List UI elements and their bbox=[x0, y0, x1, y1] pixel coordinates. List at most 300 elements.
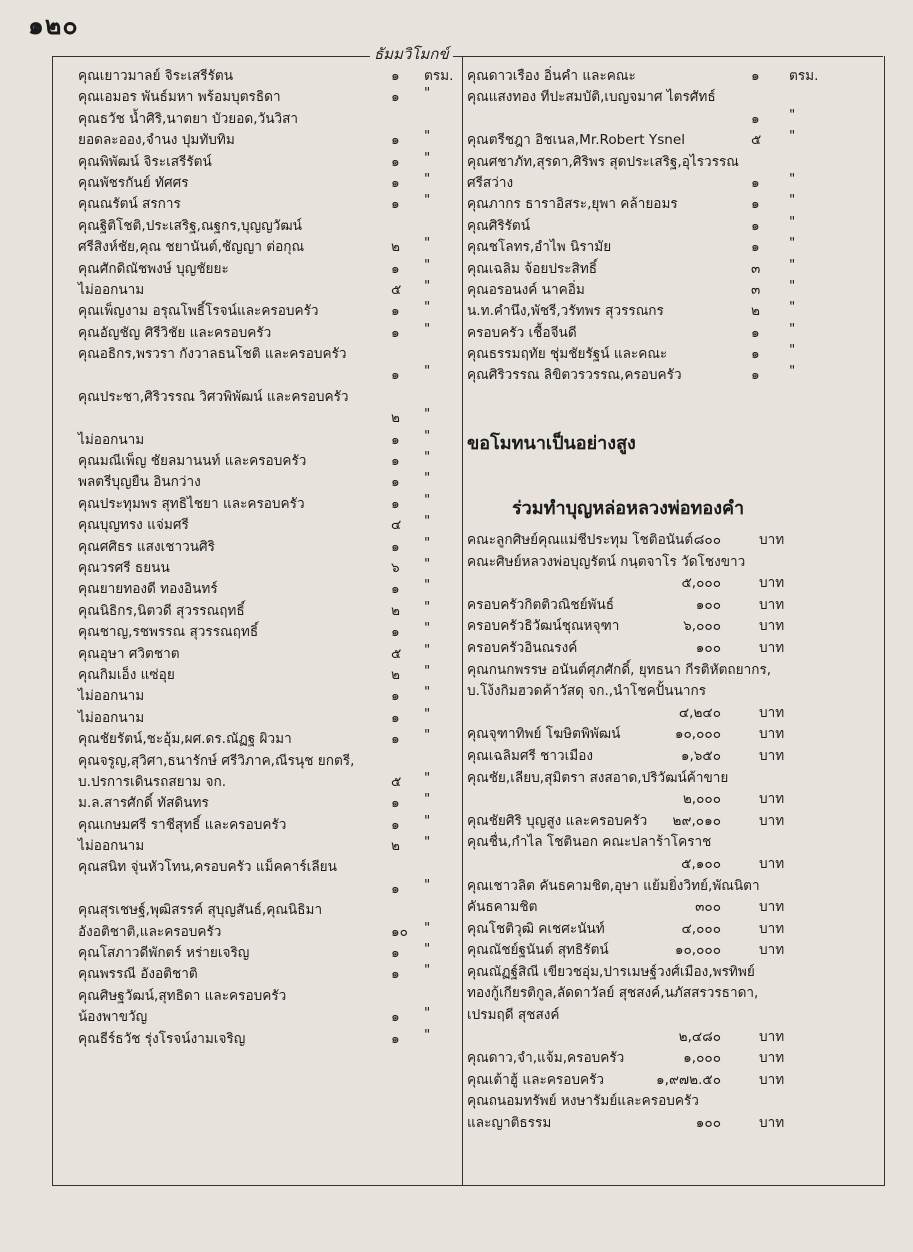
donor-entry bbox=[78, 877, 442, 898]
unit-mark: " bbox=[424, 662, 431, 679]
donor-entry bbox=[78, 214, 442, 235]
donation-entry bbox=[467, 1046, 821, 1068]
donor-name: คุณสนิท จุ่นหัวโทน,ครอบครัว แม็คคาร์เลียน bbox=[78, 859, 337, 876]
donor-name: ครอบครัว เชื้อจีนดี bbox=[467, 324, 577, 341]
donation-amount: ๘๐๐ bbox=[693, 532, 721, 548]
donor-amount: ๓ bbox=[751, 281, 761, 298]
donor-name: น้องพาขวัญ bbox=[78, 1009, 148, 1026]
donor-name: คุณอรอนงค์ นาคอิ่ม bbox=[467, 281, 585, 298]
donor-entry bbox=[467, 107, 821, 128]
unit-mark: " bbox=[424, 363, 431, 380]
donation-amount: ๕,๑๐๐ bbox=[681, 855, 721, 872]
donor-entry bbox=[467, 85, 821, 106]
donor-amount: ๕ bbox=[751, 132, 762, 149]
donor-name: คุณจรูญ,สุวิศา,ธนารักษ์ ศรีวิภาค,ณีรนุช ยกตรี, bbox=[78, 752, 355, 769]
donation-name: ครอบครัวกิตติวณิชย์พันธ์ bbox=[467, 596, 615, 613]
currency-unit: บาท bbox=[759, 920, 785, 937]
donor-amount: ๑ bbox=[751, 239, 760, 256]
donor-entry bbox=[78, 385, 442, 406]
donation-amount: ๔,๒๔๐ bbox=[678, 704, 721, 721]
donor-entry bbox=[467, 150, 821, 171]
donor-amount: ๒ bbox=[751, 303, 760, 320]
donor-entry bbox=[78, 107, 442, 128]
donor-name: ม.ล.สารศักดิ์ ทัสดินทร bbox=[78, 795, 209, 812]
donor-amount: ๑ bbox=[391, 538, 400, 555]
donor-amount: ๑ bbox=[391, 795, 400, 812]
donation-entry bbox=[467, 701, 821, 723]
donation-entry bbox=[467, 766, 821, 788]
unit-mark: " bbox=[424, 299, 431, 316]
unit-mark: " bbox=[424, 941, 431, 958]
donor-entry bbox=[78, 642, 442, 663]
unit-mark: " bbox=[424, 170, 431, 187]
donor-name: คุณเอมอร พันธ์มหา พร้อมบุตรธิดา bbox=[78, 89, 281, 106]
donation-entry bbox=[467, 960, 821, 982]
donation-name: คณะลูกศิษย์คุณแม่ชีประทุม โชติอนันต์ bbox=[467, 532, 694, 548]
donation-name: คุณกนกพรรษ อนันต์ศุภศักดิ์, ยุทธนา กีรติหัตถยากร, bbox=[467, 661, 772, 678]
unit-mark: " bbox=[424, 534, 431, 551]
donor-name: คุณบุญทรง แจ่มศรี bbox=[78, 517, 189, 534]
donor-name: คุณอัญชัญ ศิรีวิชัย และครอบครัว bbox=[78, 324, 272, 341]
donor-entry bbox=[78, 470, 442, 491]
unit-mark: " bbox=[424, 491, 431, 508]
unit-mark: " bbox=[424, 876, 431, 893]
donor-entry bbox=[78, 1027, 442, 1048]
donor-name: คุณชัยรัตน์,ชะอุ้ม,ผศ.ดร.ณัฏฐ ผิวมา bbox=[78, 731, 292, 748]
donation-amount: ๑๐๐ bbox=[695, 1115, 721, 1132]
donor-entry bbox=[78, 599, 442, 620]
donor-entry bbox=[78, 342, 442, 363]
donor-name: คุณเกษมศรี ราชีสุทธิ์ และครอบครัว bbox=[78, 816, 287, 833]
donor-amount: ๑ bbox=[751, 217, 760, 234]
donor-name: คุณกิมเอ็ง แซ่อุย bbox=[78, 666, 175, 683]
donor-name: คุณพิพัฒน์ จิระเสรีรัตน์ bbox=[78, 153, 212, 170]
donor-entry bbox=[467, 299, 821, 320]
donation-name: คุณณัชย์ฐนันต์ สุทธิรัตน์ bbox=[467, 942, 609, 959]
donation-amount: ๑,๐๐๐ bbox=[683, 1050, 721, 1067]
donation-name: คุณถนอมทรัพย์ หงษารัมย์และครอบครัว bbox=[467, 1093, 699, 1110]
donor-entry bbox=[78, 984, 442, 1005]
currency-unit: บาท bbox=[759, 1071, 785, 1088]
donation-name: เปรมฤดี สุชสงค์ bbox=[467, 1007, 560, 1024]
donor-amount: ๑ bbox=[391, 624, 400, 641]
donation-name: คุณณัฏฐ์สิณี เขียวชอุ่ม,ปารเมษฐ์วงศ์เมือง,พรทิพย์ bbox=[467, 963, 755, 980]
donor-name: คุณดาวเรือง อิ่นคำ และคณะ bbox=[467, 68, 636, 84]
donor-amount: ๑ bbox=[391, 453, 400, 470]
donor-entry bbox=[78, 920, 442, 941]
unit-mark: " bbox=[424, 577, 431, 594]
donor-amount: ๒ bbox=[391, 239, 400, 256]
donor-entry bbox=[78, 513, 442, 534]
donor-entry bbox=[78, 363, 442, 384]
unit-mark: " bbox=[789, 299, 796, 316]
donor-name: คุณนิธิกร,นิตวดี สุวรรณฤทธิ์ bbox=[78, 602, 245, 619]
donor-name: คุณเยาวมาลย์ จิระเสรีรัตน bbox=[78, 68, 234, 84]
donor-name: คุณศิริรัตน์ bbox=[467, 217, 531, 234]
donation-entry bbox=[467, 722, 821, 744]
donor-entry bbox=[78, 257, 442, 278]
donor-entry bbox=[78, 535, 442, 556]
currency-unit: บาท bbox=[759, 704, 785, 721]
unit-mark: " bbox=[424, 235, 431, 252]
donor-entry bbox=[467, 235, 821, 256]
unit-mark: " bbox=[424, 919, 431, 936]
donation-name: คุณเชาวลิต คันธคามชิต,อุษา แย้มยิ่งวิทย์,พัณนิตา bbox=[467, 877, 760, 894]
unit-mark: " bbox=[424, 85, 431, 102]
donor-amount: ๑ bbox=[391, 68, 400, 84]
donation-entry bbox=[467, 809, 821, 831]
donor-entry bbox=[78, 684, 442, 705]
unit-mark: " bbox=[424, 1005, 431, 1022]
unit-mark: " bbox=[789, 213, 796, 230]
donation-entry bbox=[467, 636, 821, 658]
donor-entry bbox=[467, 363, 821, 384]
donor-amount: ๑ bbox=[391, 324, 400, 341]
donation-amount: ๑๐,๐๐๐ bbox=[674, 726, 721, 743]
donor-entry bbox=[467, 342, 821, 363]
donation-entry bbox=[467, 658, 821, 680]
currency-unit: บาท bbox=[759, 747, 785, 764]
unit-mark: " bbox=[789, 256, 796, 273]
donor-name: คุณประชา,ศิริวรรณ วิศวพิพัฒน์ และครอบครัว bbox=[78, 388, 349, 405]
donation-name: คุณเต้าฮู้ และครอบครัว bbox=[467, 1071, 605, 1088]
donor-entry bbox=[78, 749, 442, 770]
donation-amount: ๒๙,๐๑๐ bbox=[672, 812, 721, 829]
donor-name: อังอติชาติ,และครอบครัว bbox=[78, 923, 222, 940]
donor-name: คุณธรรมฤทัย ชุ่มชัยรัฐน์ และคณะ bbox=[467, 346, 668, 363]
unit-mark: " bbox=[424, 791, 431, 808]
unit-mark: " bbox=[424, 769, 431, 786]
donor-amount: ๑ bbox=[391, 153, 400, 170]
unit-mark: " bbox=[789, 277, 796, 294]
currency-unit: บาท bbox=[759, 812, 785, 829]
donor-name: คุณศชาภัท,สุรดา,ศิริพร สุดประเสริฐ,อุไรวรรณ bbox=[467, 153, 739, 170]
unit-mark: ตรม. bbox=[424, 68, 454, 84]
unit-mark: " bbox=[789, 128, 796, 145]
unit-mark: " bbox=[424, 128, 431, 145]
donation-name: คุณจุฑาทิพย์ โฆษิตพิพัฒน์ bbox=[467, 726, 621, 743]
donor-amount: ๑ bbox=[751, 367, 760, 384]
donor-amount: ๑ bbox=[391, 816, 400, 833]
currency-unit: บาท bbox=[759, 1050, 785, 1067]
donation-entry bbox=[467, 571, 821, 593]
donor-entry bbox=[78, 150, 442, 171]
donor-amount: ๑ bbox=[391, 1009, 400, 1026]
donor-amount: ๒ bbox=[391, 838, 400, 855]
donor-amount: ๑ bbox=[391, 1030, 400, 1047]
donation-name: คุณชัยศิริ บุญสูง และครอบครัว bbox=[467, 812, 648, 829]
donation-entry bbox=[467, 895, 821, 917]
donor-name: คุณธวัช น้ำศิริ,นาตยา บัวยอด,วันวิสา bbox=[78, 110, 299, 127]
donor-amount: ๑๐ bbox=[391, 923, 408, 940]
donor-amount: ๔ bbox=[391, 517, 402, 534]
unit-mark: " bbox=[424, 555, 431, 572]
currency-unit: บาท bbox=[759, 575, 785, 592]
donor-name: คุณศิริวรรณ ลิขิตวรวรรณ,ครอบครัว bbox=[467, 367, 682, 384]
donor-name: คุณพรรณี อังอติชาติ bbox=[78, 966, 198, 983]
donor-name: คุณธีร์ธวัช รุ่งโรจน์งามเจริญ bbox=[78, 1030, 246, 1047]
donation-entry bbox=[467, 550, 821, 572]
donor-name: คุณอธิกร,พรวรา กังวาลธนโชติ และครอบครัว bbox=[78, 346, 347, 363]
unit-mark: " bbox=[424, 834, 431, 851]
unit-mark: " bbox=[789, 320, 796, 337]
donor-entry bbox=[78, 791, 442, 812]
donor-entry bbox=[78, 299, 442, 320]
donation-entry bbox=[467, 593, 821, 615]
unit-mark: " bbox=[424, 513, 431, 530]
donor-entry bbox=[78, 727, 442, 748]
donation-entry bbox=[467, 830, 821, 852]
donor-name: คุณมณีเพ็ญ ชัยลมานนท์ และครอบครัว bbox=[78, 453, 307, 470]
unit-mark: " bbox=[424, 705, 431, 722]
donor-amount: ๑ bbox=[391, 495, 400, 512]
donor-name: ศรีสิงห์ชัย,คุณ ชยานันต์,ชัญญา ต่อกุณ bbox=[78, 239, 305, 256]
donor-entry bbox=[467, 171, 821, 192]
donation-amount: ๒,๔๘๐ bbox=[678, 1028, 721, 1045]
unit-mark: " bbox=[789, 235, 796, 252]
donor-name: คุณเพ็ญงาม อรุณโพธิ์โรจน์และครอบครัว bbox=[78, 303, 319, 320]
donation-name: คุณเฉลิมศรี ชาวเมือง bbox=[467, 747, 594, 764]
donor-amount: ๑ bbox=[391, 688, 400, 705]
donor-name: คุณประทุมพร สุทธิไชยา และครอบครัว bbox=[78, 495, 305, 512]
donor-entry bbox=[78, 813, 442, 834]
unit-mark: " bbox=[424, 598, 431, 615]
donor-entry bbox=[467, 257, 821, 278]
donor-amount: ๑ bbox=[751, 196, 760, 213]
donor-name: คุณวรศรี ธยนน bbox=[78, 559, 170, 576]
donor-entry bbox=[78, 278, 442, 299]
unit-mark: " bbox=[424, 641, 431, 658]
donor-name: คุณชโลทร,อำไพ นิรามัย bbox=[467, 239, 612, 256]
donor-name: พลตรีบุญยืน อินกว่าง bbox=[78, 474, 201, 491]
donation-entry bbox=[467, 528, 821, 550]
donation-list bbox=[467, 528, 821, 1133]
donation-name: บ.โง้งกิมฮวดค้าวัสดุ จก.,นำโชคปั้นนากร bbox=[467, 683, 707, 700]
donation-entry bbox=[467, 1025, 821, 1047]
donor-amount: ๕ bbox=[391, 773, 402, 790]
donor-entry bbox=[78, 577, 442, 598]
right-donor-column bbox=[467, 64, 821, 385]
donor-name: คุณสุรเชษฐ์,พุฒิสรรค์ สุบุญสันธ์,คุณนิธิมา bbox=[78, 902, 323, 919]
donation-entry bbox=[467, 787, 821, 809]
unit-mark: " bbox=[424, 256, 431, 273]
donation-amount: ๑,๙๗๒.๕๐ bbox=[656, 1071, 721, 1088]
unit-mark: " bbox=[424, 149, 431, 166]
currency-unit: บาท bbox=[759, 1115, 785, 1132]
donor-entry bbox=[467, 128, 821, 149]
currency-unit: บาท bbox=[759, 899, 785, 916]
donor-entry bbox=[78, 663, 442, 684]
unit-mark: " bbox=[424, 449, 431, 466]
donor-entry bbox=[78, 855, 442, 876]
donation-amount: ๔,๐๐๐ bbox=[681, 920, 721, 937]
donor-entry bbox=[78, 235, 442, 256]
donor-entry bbox=[467, 64, 821, 85]
donor-name: ไม่ออกนาม bbox=[78, 688, 145, 705]
donor-entry bbox=[78, 898, 442, 919]
donor-entry bbox=[78, 620, 442, 641]
donation-name: ครอบครัวอินณรงค์ bbox=[467, 639, 578, 656]
donor-name: น.ท.คำนึง,พัชรี,วรัทพร สุวรรณกร bbox=[467, 303, 664, 320]
donor-entry bbox=[78, 770, 442, 791]
donor-name: คุณณรัตน์ สรการ bbox=[78, 196, 181, 213]
donor-entry bbox=[467, 278, 821, 299]
donor-entry bbox=[78, 449, 442, 470]
donor-entry bbox=[78, 128, 442, 149]
donor-amount: ๑ bbox=[391, 431, 400, 448]
donation-name: คุณดาว,จำ,แจ้ม,ครอบครัว bbox=[467, 1050, 625, 1067]
donor-entry bbox=[78, 556, 442, 577]
donation-amount: ๑๐๐ bbox=[695, 596, 721, 613]
donor-amount: ๑ bbox=[391, 303, 400, 320]
donor-amount: ๑ bbox=[391, 945, 400, 962]
donation-entry bbox=[467, 852, 821, 874]
donor-amount: ๕ bbox=[391, 281, 402, 298]
donor-name: ไม่ออกนาม bbox=[78, 838, 145, 855]
donation-name: ครอบครัวธิวัฒน์ชุณหจุฑา bbox=[467, 618, 620, 635]
donation-name: ทองกู้เกียรติกูล,ลัดดาวัลย์ สุชสงค์,นภัสสรวรธาดา, bbox=[467, 985, 759, 1002]
donation-name: คุณชื่น,กำไล โชตินอก คณะปลาร้าโคราช bbox=[467, 834, 712, 851]
donor-entry bbox=[78, 834, 442, 855]
donor-amount: ๑ bbox=[391, 367, 400, 384]
currency-unit: บาท bbox=[759, 726, 785, 743]
running-header: ธัมมวิโมกข์ bbox=[370, 42, 453, 66]
donation-entry bbox=[467, 917, 821, 939]
donor-amount: ๖ bbox=[391, 559, 400, 576]
donor-amount: ๑ bbox=[391, 174, 400, 191]
unit-mark: " bbox=[424, 470, 431, 487]
unit-mark: " bbox=[789, 342, 796, 359]
donor-amount: ๑ bbox=[391, 196, 400, 213]
unit-mark: ตรม. bbox=[789, 68, 819, 84]
donation-name: คณะศิษย์หลวงพ่อบุญรัตน์ กนฺตจาโร วัดโชงขาว bbox=[467, 553, 746, 570]
donor-name: ยอดละออง,จำนง ปุมทับทิม bbox=[78, 132, 235, 149]
section-title: ร่วมทำบุญหล่อหลวงพ่อทองคำ bbox=[512, 498, 745, 519]
donation-entry bbox=[467, 1068, 821, 1090]
donation-entry bbox=[467, 614, 821, 636]
donation-amount: ๑,๖๕๐ bbox=[680, 747, 721, 764]
currency-unit: บาท bbox=[759, 618, 785, 635]
donor-amount: ๑ bbox=[391, 880, 400, 897]
donation-entry bbox=[467, 874, 821, 896]
currency-unit: บาท bbox=[759, 791, 785, 808]
donor-amount: ๑ bbox=[391, 132, 400, 149]
donation-entry bbox=[467, 1111, 821, 1133]
column-divider bbox=[462, 56, 463, 1186]
donation-amount: ๖,๐๐๐ bbox=[683, 618, 721, 635]
donation-name: คันธคามชิต bbox=[467, 899, 538, 916]
currency-unit: บาท bbox=[759, 596, 785, 613]
unit-mark: " bbox=[424, 727, 431, 744]
donor-amount: ๑ bbox=[751, 346, 760, 363]
donation-name: คุณโชติวุฒิ คเชศะนันท์ bbox=[467, 920, 605, 937]
donor-amount: ๒ bbox=[391, 666, 400, 683]
unit-mark: " bbox=[789, 106, 796, 123]
donor-name: บ.ปรการเดินรถสยาม จก. bbox=[78, 773, 227, 790]
donation-entry bbox=[467, 1089, 821, 1111]
currency-unit: บาท bbox=[759, 1028, 785, 1045]
donation-entry bbox=[467, 679, 821, 701]
currency-unit: บาท bbox=[759, 639, 785, 656]
currency-unit: บาท bbox=[759, 942, 785, 959]
unit-mark: " bbox=[424, 277, 431, 294]
donor-amount: ๑ bbox=[391, 731, 400, 748]
donor-name: คุณแสงทอง ทีปะสมบัติ,เบญจมาศ ไตรศัทธ์ bbox=[467, 89, 716, 106]
unit-mark: " bbox=[789, 363, 796, 380]
donor-name: คุณอุษา ศวิตชาต bbox=[78, 645, 180, 662]
donor-entry bbox=[78, 64, 454, 85]
donor-amount: ๑ bbox=[391, 581, 400, 598]
donor-entry bbox=[467, 321, 821, 342]
donor-name: คุณภากร ธาราอิสระ,ยุพา คล้ายอมร bbox=[467, 196, 678, 213]
donor-entry bbox=[78, 85, 442, 106]
unit-mark: " bbox=[424, 406, 431, 423]
donor-name: คุณศศิธร แสงเชาวนศิริ bbox=[78, 538, 215, 555]
unit-mark: " bbox=[789, 192, 796, 209]
unit-mark: " bbox=[424, 320, 431, 337]
donor-amount: ๒ bbox=[391, 602, 400, 619]
donor-amount: ๓ bbox=[751, 260, 761, 277]
donation-name: และญาติธรรม bbox=[467, 1115, 552, 1132]
unit-mark: " bbox=[424, 427, 431, 444]
donor-entry bbox=[78, 706, 442, 727]
donation-amount: ๑๐,๐๐๐ bbox=[674, 942, 721, 959]
donor-name: ไม่ออกนาม bbox=[78, 431, 145, 448]
donor-amount: ๑ bbox=[391, 89, 400, 106]
donor-name: คุณชาญ,รชพรรณ สุวรรณฤทธิ์ bbox=[78, 624, 259, 641]
donor-entry bbox=[78, 1005, 442, 1026]
donation-entry bbox=[467, 744, 821, 766]
unit-mark: " bbox=[424, 1026, 431, 1043]
donor-amount: ๒ bbox=[391, 410, 400, 427]
unit-mark: " bbox=[424, 962, 431, 979]
donor-name: คุณยายทองดี ทองอินทร์ bbox=[78, 581, 218, 598]
donation-amount: ๑๐๐ bbox=[695, 639, 721, 656]
donor-entry bbox=[467, 192, 821, 213]
donor-amount: ๑ bbox=[751, 110, 760, 127]
unit-mark: " bbox=[424, 192, 431, 209]
unit-mark: " bbox=[424, 684, 431, 701]
donor-entry bbox=[78, 192, 442, 213]
donor-entry bbox=[78, 941, 442, 962]
currency-unit: บาท bbox=[759, 855, 785, 872]
donor-name: คุณโสภาวดีพักตร์ หร่ายเจริญ bbox=[78, 945, 250, 962]
donor-entry bbox=[78, 321, 442, 342]
donor-entry bbox=[78, 171, 442, 192]
left-donor-column bbox=[78, 64, 454, 1048]
unit-mark: " bbox=[424, 812, 431, 829]
donor-amount: ๑ bbox=[751, 68, 760, 84]
donor-name: คุณตรีชฎา อิชเนล,Mr.Robert Ysnel bbox=[467, 132, 686, 149]
donor-entry bbox=[78, 492, 442, 513]
donor-name: ศรีสว่าง bbox=[467, 174, 514, 191]
unit-mark: " bbox=[789, 170, 796, 187]
donor-amount: ๑ bbox=[391, 474, 400, 491]
donor-name: คุณศิษฐวัฒน์,สุทธิดา และครอบครัว bbox=[78, 987, 287, 1004]
unit-mark: " bbox=[424, 620, 431, 637]
donation-amount: ๕,๐๐๐ bbox=[681, 575, 721, 592]
donation-entry bbox=[467, 938, 821, 960]
donor-name: คุณพัชรกันย์ ทัศศร bbox=[78, 174, 189, 191]
donor-name: คุณศักดิณัชพงษ์ บุญชัยยะ bbox=[78, 260, 229, 277]
donor-amount: ๑ bbox=[391, 709, 400, 726]
donor-name: ไม่ออกนาม bbox=[78, 709, 145, 726]
donor-amount: ๕ bbox=[391, 645, 402, 662]
donation-entry bbox=[467, 1003, 821, 1025]
donor-name: คุณฐิติโชติ,ประเสริฐ,ณฐกร,บุญญวัฒน์ bbox=[78, 217, 302, 234]
currency-unit: บาท bbox=[759, 532, 785, 548]
donor-entry bbox=[467, 214, 821, 235]
